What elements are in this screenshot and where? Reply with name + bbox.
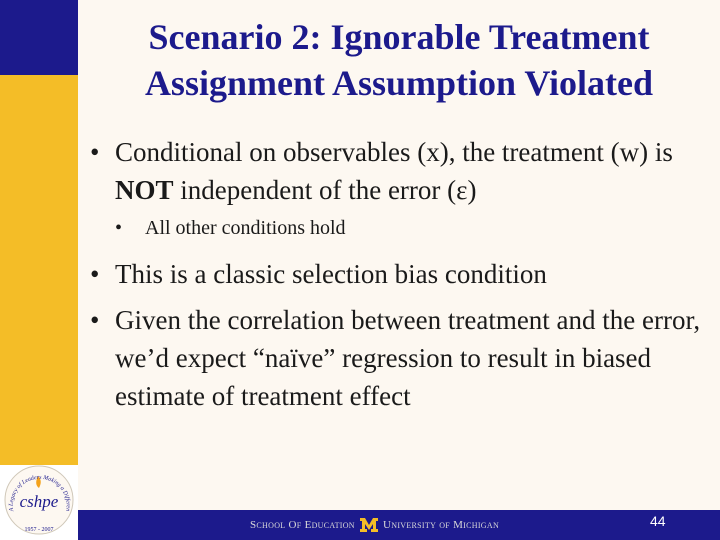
page-number: 44 xyxy=(650,513,666,529)
gold-side-strip xyxy=(0,75,78,465)
navy-corner-block xyxy=(0,0,78,75)
sub-bullet-other-conditions: • All other conditions hold xyxy=(115,215,705,241)
bullet-emphasis-not: NOT xyxy=(115,175,174,205)
bullet-item-naive-regression: • Given the correlation between treatment and the error, we’d expect “naïve” regression to result in biased estimate of treatment effect xyxy=(90,301,705,415)
logo-years: 1957 - 2007 xyxy=(24,527,54,533)
cshpe-logo xyxy=(2,462,76,536)
logo-wordmark: cshpe xyxy=(19,492,59,511)
footer-school-label: School Of Education xyxy=(250,519,355,531)
bullet-list xyxy=(90,133,705,415)
bullet-item-independence xyxy=(90,133,705,209)
bullet-text-part-1: Conditional on observables (x), the treatment (w) is xyxy=(115,137,673,167)
bullet-text-part-2: independent of the error (ε) xyxy=(173,175,477,205)
michigan-m-icon xyxy=(359,517,379,533)
title-line-2: Assignment Assumption Violated xyxy=(144,63,654,103)
bullet-item-selection-bias: • This is a classic selection bias condition xyxy=(90,255,705,293)
slide-title xyxy=(78,14,720,106)
footer-university-label: University of Michigan xyxy=(383,519,500,531)
footer-affiliation xyxy=(250,517,499,533)
title-line-1: Scenario 2: Ignorable Treatment xyxy=(148,17,650,57)
logo-arc-text: A Legacy of Leaders Making a Differen xyxy=(8,474,71,512)
